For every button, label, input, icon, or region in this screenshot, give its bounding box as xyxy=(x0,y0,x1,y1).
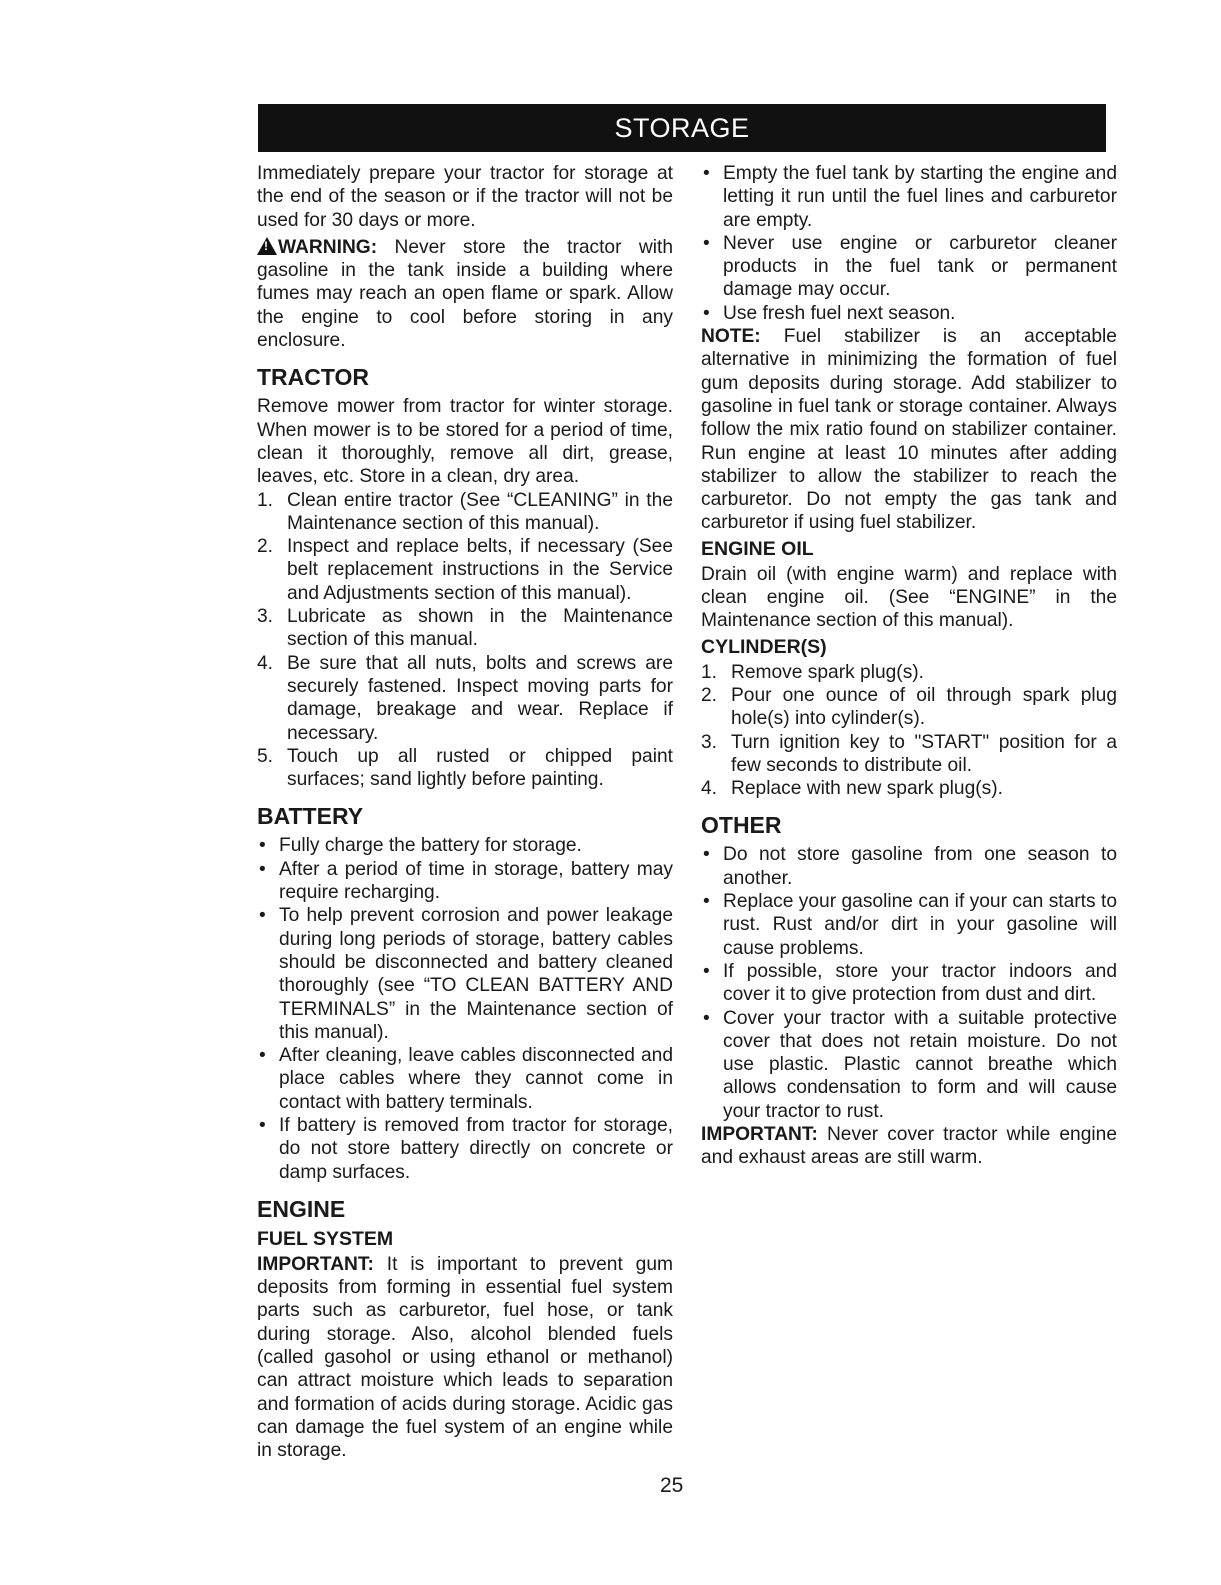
bullet-marker: • xyxy=(259,858,266,880)
battery-bullet-list xyxy=(257,834,673,1183)
list-number: 2. xyxy=(701,684,718,706)
list-item-text: Remove spark plug(s). xyxy=(731,661,925,683)
list-item-text: Turn ignition key to "START" position for a few seconds to distribute oil. xyxy=(731,731,1117,776)
list-item xyxy=(701,1007,1117,1123)
list-number: 2. xyxy=(257,536,274,558)
list-item xyxy=(701,684,1117,731)
note-paragraph xyxy=(701,325,1117,535)
list-number: 1. xyxy=(701,661,718,683)
list-item-text: Replace your gasoline can if your can starts to rust. Rust and/or dirt in your gasoline will cause problems. xyxy=(723,891,1117,959)
list-item-text: Lubricate as shown in the Maintenance section of this manual. xyxy=(287,606,673,651)
list-item xyxy=(257,1114,673,1184)
list-number: 4. xyxy=(701,778,718,800)
list-item xyxy=(257,535,673,605)
list-item xyxy=(257,858,673,905)
list-item-text: After a period of time in storage, battery may require recharging. xyxy=(279,858,673,904)
list-item-text: Pour one ounce of oil through spark plug hole(s) into cylinder(s). xyxy=(731,684,1117,730)
list-item xyxy=(257,1044,673,1114)
list-item-text: Inspect and replace belts, if necessary (See belt replacement instructions in the Service and Adjustments section of this manual). xyxy=(287,536,673,604)
bullet-marker: • xyxy=(259,1114,266,1136)
list-item-text: If battery is removed from tractor for storage, do not store battery directly on concrete or damp surfaces. xyxy=(279,1114,673,1183)
right-column xyxy=(701,162,1117,1170)
list-item xyxy=(701,890,1117,960)
bullet-marker: • xyxy=(259,905,266,927)
list-item xyxy=(701,232,1117,302)
list-item-text: Use fresh fuel next season. xyxy=(723,302,956,324)
battery-heading: BATTERY xyxy=(257,803,364,830)
bullet-marker: • xyxy=(703,1007,710,1029)
note-label: NOTE: xyxy=(701,326,761,348)
fuel-system-heading: FUEL SYSTEM xyxy=(257,1227,394,1250)
warning-text: Never store the tractor with gasoline in the tank inside a building where fumes may reach an open flame or spark. Allow the engine to cool before storing in any enclosure. xyxy=(257,236,673,352)
list-item xyxy=(701,661,1117,684)
left-column xyxy=(257,162,673,1463)
warning-paragraph xyxy=(257,235,673,352)
list-item-text: Do not store gasoline from one season to another. xyxy=(723,844,1117,889)
bullet-marker: • xyxy=(703,163,710,184)
list-item-text: Touch up all rusted or chipped paint surfaces; sand lightly before painting. xyxy=(287,745,673,791)
warning-icon xyxy=(257,237,277,255)
list-item-text: Be sure that all nuts, bolts and screws are securely fastened. Inspect moving parts for damage, breakage and wear. Replace if necessary. xyxy=(287,652,673,744)
page-number: 25 xyxy=(660,1474,684,1497)
list-item xyxy=(257,652,673,745)
important-label: IMPORTANT: xyxy=(257,1253,374,1275)
bullet-marker: • xyxy=(703,302,710,324)
other-bullet-list xyxy=(701,843,1117,1123)
engine-oil-paragraph: Drain oil (with engine warm) and replace with clean engine oil. (See “ENGINE” in the Maintenance section of this manual). xyxy=(701,563,1117,632)
intro-paragraph: Immediately prepare your tractor for storage at the end of the season or if the tractor will not be used for 30 days or more. xyxy=(257,163,673,231)
bullet-marker: • xyxy=(703,960,710,982)
bullet-marker: • xyxy=(703,844,710,866)
list-item xyxy=(701,777,1117,800)
list-item-text: Never use engine or carburetor cleaner products in the fuel tank or permanent damage may occur. xyxy=(723,232,1117,301)
list-item xyxy=(701,302,1117,325)
tractor-steps-list xyxy=(257,489,673,792)
list-item xyxy=(257,745,673,792)
list-number: 3. xyxy=(701,731,718,753)
warning-label: WARNING: xyxy=(278,236,378,258)
tractor-paragraph: Remove mower from tractor for winter storage. When mower is to be stored for a period of time, clean it thoroughly, remove all dirt, grease, leaves, etc. Store in a clean, dry area. xyxy=(257,396,673,488)
list-number: 4. xyxy=(257,652,274,674)
list-item-text: If possible, store your tractor indoors and cover it to give protection from dust and dirt. xyxy=(723,960,1117,1006)
important-text: Never cover tractor while engine and exhaust areas are still warm. xyxy=(701,1123,1117,1169)
list-item-text: Fully charge the battery for storage. xyxy=(279,835,582,857)
bullet-marker: • xyxy=(259,1045,266,1067)
page-title-banner: STORAGE xyxy=(258,104,1106,152)
list-number: 1. xyxy=(257,489,274,511)
note-text: Fuel stabilizer is an acceptable alternative in minimizing the formation of fuel gum deposits during storage. Add stabilizer to gasoline in fuel tank or storage container. Always follow the mix ratio found on stabilizer container. Run engine at least 10 minutes after adding stabilizer to allow the stabilizer to reach the carburetor. Do not empty the gas tank and carburetor if using fuel stabilizer. xyxy=(701,326,1117,534)
important-label: IMPORTANT: xyxy=(701,1123,818,1145)
list-item xyxy=(257,904,673,1044)
list-item-text: Clean entire tractor (See “CLEANING” in the Maintenance section of this manual). xyxy=(287,489,673,534)
list-item xyxy=(257,834,673,857)
list-item xyxy=(257,605,673,652)
list-item xyxy=(257,489,673,536)
fuel-important-paragraph xyxy=(257,1253,673,1463)
list-number: 5. xyxy=(257,745,274,767)
cylinder-heading: CYLINDER(S) xyxy=(701,635,827,658)
list-item xyxy=(701,960,1117,1007)
bullet-marker: • xyxy=(703,891,710,913)
list-item-text: Cover your tractor with a suitable protective cover that does not retain moisture. Do not use plastic. Plastic cannot breathe which allows condensation to form and will cause your tractor to rust. xyxy=(723,1007,1117,1122)
bullet-marker: • xyxy=(703,232,710,254)
list-item-text: Replace with new spark plug(s). xyxy=(731,778,1003,800)
other-important-paragraph xyxy=(701,1123,1117,1170)
other-heading: OTHER xyxy=(701,812,782,839)
cylinder-steps-list xyxy=(701,661,1117,801)
list-item xyxy=(701,843,1117,890)
fuel-bullet-list xyxy=(701,162,1117,325)
list-item-text: After cleaning, leave cables disconnected and place cables where they cannot come in contact with battery terminals. xyxy=(279,1045,673,1113)
important-text: It is important to prevent gum deposits from forming in essential fuel system parts such as carburetor, fuel hose, or tank during storage. Also, alcohol blended fuels (called gasohol or using ethanol or methanol) can attract moisture which leads to separation and formation of acids during storage. Acidic gas can damage the fuel system of an engine while in storage. xyxy=(257,1253,673,1462)
list-item-text: To help prevent corrosion and power leakage during long periods of storage, battery cables should be disconnected and battery cleaned thoroughly (see “TO CLEAN BATTERY AND TERMINALS” in the Maintenance section of this manual). xyxy=(279,905,673,1043)
list-item xyxy=(701,162,1117,232)
engine-heading: ENGINE xyxy=(257,1195,346,1222)
engine-oil-heading: ENGINE OIL xyxy=(701,537,814,560)
tractor-heading: TRACTOR xyxy=(257,364,370,391)
list-item xyxy=(701,731,1117,778)
list-item-text: Empty the fuel tank by starting the engine and letting it run until the fuel lines and carburetor are empty. xyxy=(723,163,1117,231)
bullet-marker: • xyxy=(259,835,266,857)
list-number: 3. xyxy=(257,606,274,628)
